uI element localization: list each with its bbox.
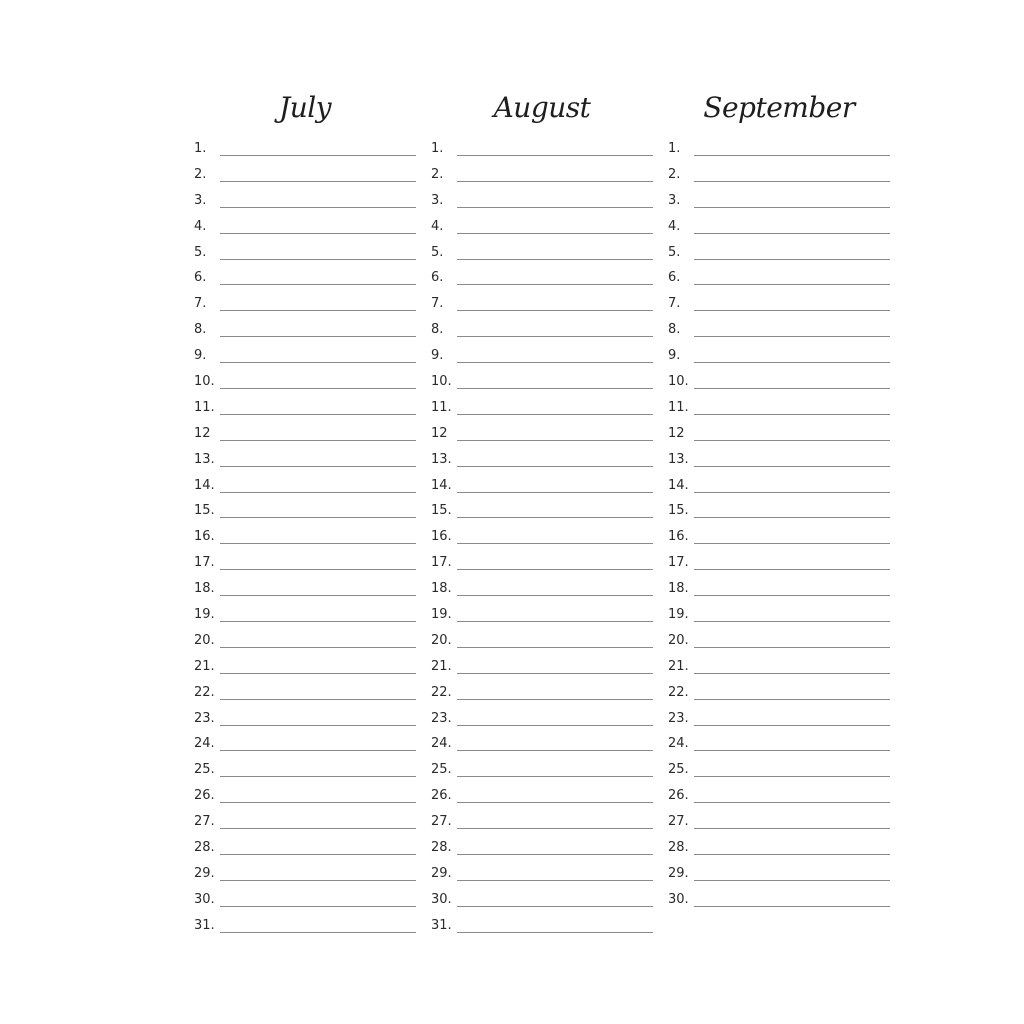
day-number: 17. xyxy=(194,555,215,571)
day-entry-line[interactable] xyxy=(457,699,653,700)
day-entry-line[interactable] xyxy=(457,569,653,570)
day-number: 27. xyxy=(668,814,689,830)
day-row xyxy=(431,708,653,734)
day-row xyxy=(431,578,653,604)
day-row xyxy=(431,811,653,837)
day-row xyxy=(194,811,416,837)
day-number: 8. xyxy=(431,322,444,338)
day-row xyxy=(668,526,890,552)
day-entry-line[interactable] xyxy=(694,310,890,311)
day-entry-line[interactable] xyxy=(220,647,416,648)
day-number: 31. xyxy=(194,917,215,933)
day-number: 2. xyxy=(668,166,681,182)
day-row xyxy=(194,397,416,423)
day-number: 15. xyxy=(431,503,452,519)
day-number: 1. xyxy=(668,141,681,156)
day-entry-line[interactable] xyxy=(694,517,890,518)
day-number: 12 xyxy=(431,425,448,441)
day-number: 13. xyxy=(668,451,689,467)
day-row xyxy=(194,785,416,811)
day-entry-line[interactable] xyxy=(694,750,890,751)
day-entry-line[interactable] xyxy=(457,155,653,156)
day-number: 5. xyxy=(194,244,207,260)
day-row xyxy=(668,811,890,837)
day-entry-line[interactable] xyxy=(457,336,653,337)
day-number: 20. xyxy=(194,632,215,648)
day-row xyxy=(431,552,653,578)
day-entry-line[interactable] xyxy=(694,543,890,544)
day-entry-line[interactable] xyxy=(457,673,653,674)
day-number: 30. xyxy=(668,891,689,907)
day-entry-line[interactable] xyxy=(220,517,416,518)
day-row xyxy=(431,475,653,501)
day-number: 25. xyxy=(668,762,689,778)
day-number: 25. xyxy=(194,762,215,778)
day-entry-line[interactable] xyxy=(220,569,416,570)
day-entry-line[interactable] xyxy=(220,492,416,493)
day-entry-line[interactable] xyxy=(220,725,416,726)
day-entry-line[interactable] xyxy=(220,932,416,933)
day-row xyxy=(668,863,890,889)
day-row xyxy=(194,138,416,164)
day-number: 1. xyxy=(194,141,207,156)
day-row xyxy=(668,837,890,863)
day-entry-line[interactable] xyxy=(457,207,653,208)
day-row xyxy=(431,682,653,708)
day-entry-line[interactable] xyxy=(457,828,653,829)
day-row xyxy=(194,449,416,475)
day-number: 4. xyxy=(668,218,681,234)
day-row xyxy=(431,837,653,863)
day-number: 14. xyxy=(668,477,689,493)
day-number: 25. xyxy=(431,762,452,778)
day-number: 6. xyxy=(668,270,681,286)
day-entry-line[interactable] xyxy=(457,388,653,389)
day-entry-line[interactable] xyxy=(694,362,890,363)
day-number: 9. xyxy=(194,348,207,364)
day-number: 4. xyxy=(431,218,444,234)
day-row xyxy=(194,423,416,449)
day-entry-line[interactable] xyxy=(220,828,416,829)
day-number: 11. xyxy=(194,399,215,415)
day-number: 21. xyxy=(431,658,452,674)
day-entry-line[interactable] xyxy=(457,492,653,493)
day-entry-line[interactable] xyxy=(694,906,890,907)
day-number: 28. xyxy=(668,840,689,856)
day-entry-line[interactable] xyxy=(220,362,416,363)
day-entry-line[interactable] xyxy=(694,440,890,441)
day-list xyxy=(668,138,890,915)
day-row xyxy=(431,500,653,526)
day-row xyxy=(668,138,890,164)
day-row xyxy=(194,708,416,734)
day-entry-line[interactable] xyxy=(694,336,890,337)
day-entry-line[interactable] xyxy=(457,543,653,544)
day-row xyxy=(431,449,653,475)
day-number: 30. xyxy=(194,891,215,907)
day-entry-line[interactable] xyxy=(694,569,890,570)
day-number: 5. xyxy=(668,244,681,260)
day-row xyxy=(194,526,416,552)
day-row xyxy=(194,164,416,190)
day-entry-line[interactable] xyxy=(457,906,653,907)
day-entry-line[interactable] xyxy=(220,284,416,285)
day-entry-line[interactable] xyxy=(694,595,890,596)
day-entry-line[interactable] xyxy=(694,854,890,855)
day-number: 16. xyxy=(668,529,689,545)
day-row xyxy=(668,552,890,578)
day-number: 14. xyxy=(194,477,215,493)
day-row xyxy=(431,630,653,656)
day-entry-line[interactable] xyxy=(220,906,416,907)
day-entry-line[interactable] xyxy=(694,207,890,208)
day-number: 30. xyxy=(431,891,452,907)
day-row xyxy=(668,449,890,475)
day-row xyxy=(194,319,416,345)
day-row xyxy=(668,216,890,242)
day-row xyxy=(431,164,653,190)
day-number: 4. xyxy=(194,218,207,234)
day-entry-line[interactable] xyxy=(694,466,890,467)
day-row xyxy=(194,733,416,759)
day-number: 22. xyxy=(194,684,215,700)
day-entry-line[interactable] xyxy=(220,388,416,389)
day-row xyxy=(668,604,890,630)
day-row xyxy=(431,759,653,785)
day-number: 26. xyxy=(194,788,215,804)
day-row xyxy=(194,371,416,397)
day-entry-line[interactable] xyxy=(457,284,653,285)
day-number: 9. xyxy=(668,348,681,364)
day-entry-line[interactable] xyxy=(457,181,653,182)
day-row xyxy=(668,164,890,190)
day-row xyxy=(194,578,416,604)
day-number: 10. xyxy=(668,374,689,390)
month-column-july xyxy=(194,88,416,941)
day-row xyxy=(194,759,416,785)
day-row xyxy=(668,578,890,604)
day-number: 10. xyxy=(431,374,452,390)
day-entry-line[interactable] xyxy=(220,621,416,622)
day-entry-line[interactable] xyxy=(694,647,890,648)
day-row xyxy=(194,345,416,371)
day-row xyxy=(668,759,890,785)
day-number: 28. xyxy=(431,840,452,856)
day-row xyxy=(668,475,890,501)
day-row xyxy=(431,293,653,319)
day-number: 27. xyxy=(194,814,215,830)
month-column-september xyxy=(668,88,890,915)
day-number: 26. xyxy=(431,788,452,804)
day-entry-line[interactable] xyxy=(694,388,890,389)
day-number: 19. xyxy=(668,607,689,623)
day-row xyxy=(668,630,890,656)
day-number: 13. xyxy=(431,451,452,467)
day-number: 6. xyxy=(194,270,207,286)
day-entry-line[interactable] xyxy=(457,517,653,518)
day-entry-line[interactable] xyxy=(694,725,890,726)
day-entry-line[interactable] xyxy=(694,880,890,881)
day-number: 16. xyxy=(431,529,452,545)
day-row xyxy=(194,915,416,941)
day-entry-line[interactable] xyxy=(694,802,890,803)
day-number: 10. xyxy=(194,374,215,390)
day-entry-line[interactable] xyxy=(457,647,653,648)
day-row xyxy=(431,656,653,682)
day-entry-line[interactable] xyxy=(694,233,890,234)
day-entry-line[interactable] xyxy=(220,543,416,544)
day-row xyxy=(431,604,653,630)
day-row xyxy=(431,267,653,293)
day-row xyxy=(431,785,653,811)
day-entry-line[interactable] xyxy=(457,595,653,596)
day-row xyxy=(668,371,890,397)
day-entry-line[interactable] xyxy=(457,880,653,881)
month-column-august xyxy=(431,88,653,941)
day-number: 11. xyxy=(431,399,452,415)
day-number: 3. xyxy=(194,192,207,208)
day-entry-line[interactable] xyxy=(220,155,416,156)
day-number: 8. xyxy=(668,322,681,338)
day-number: 2. xyxy=(194,166,207,182)
day-number: 18. xyxy=(668,581,689,597)
day-number: 19. xyxy=(431,607,452,623)
day-number: 24. xyxy=(668,736,689,752)
day-row xyxy=(431,397,653,423)
day-row xyxy=(668,267,890,293)
day-row xyxy=(668,319,890,345)
day-entry-line[interactable] xyxy=(220,414,416,415)
day-row xyxy=(431,915,653,941)
day-row xyxy=(194,552,416,578)
day-number: 31. xyxy=(431,917,452,933)
day-number: 3. xyxy=(668,192,681,208)
day-entry-line[interactable] xyxy=(220,880,416,881)
month-title: September xyxy=(703,91,855,124)
day-row xyxy=(668,708,890,734)
day-row xyxy=(194,190,416,216)
day-number: 17. xyxy=(431,555,452,571)
day-entry-line[interactable] xyxy=(457,932,653,933)
day-entry-line[interactable] xyxy=(220,854,416,855)
day-row xyxy=(668,293,890,319)
day-number: 14. xyxy=(431,477,452,493)
day-row xyxy=(668,733,890,759)
day-row xyxy=(431,371,653,397)
month-title: August xyxy=(493,91,591,124)
day-entry-line[interactable] xyxy=(457,802,653,803)
day-row xyxy=(194,293,416,319)
day-number: 20. xyxy=(668,632,689,648)
day-row xyxy=(668,397,890,423)
day-number: 1. xyxy=(431,141,444,156)
day-number: 29. xyxy=(431,865,452,881)
day-entry-line[interactable] xyxy=(694,155,890,156)
day-entry-line[interactable] xyxy=(694,492,890,493)
day-row xyxy=(431,242,653,268)
day-number: 21. xyxy=(668,658,689,674)
day-row xyxy=(194,889,416,915)
day-number: 11. xyxy=(668,399,689,415)
day-row xyxy=(194,475,416,501)
day-row xyxy=(668,500,890,526)
day-row xyxy=(668,656,890,682)
day-row xyxy=(431,889,653,915)
day-number: 13. xyxy=(194,451,215,467)
day-number: 17. xyxy=(668,555,689,571)
day-number: 7. xyxy=(668,296,681,312)
day-number: 27. xyxy=(431,814,452,830)
day-number: 23. xyxy=(194,710,215,726)
day-row xyxy=(431,138,653,164)
day-number: 23. xyxy=(668,710,689,726)
day-row xyxy=(194,682,416,708)
day-row xyxy=(668,682,890,708)
day-entry-line[interactable] xyxy=(457,310,653,311)
day-row xyxy=(668,785,890,811)
day-row xyxy=(431,863,653,889)
day-entry-line[interactable] xyxy=(694,414,890,415)
day-number: 6. xyxy=(431,270,444,286)
day-number: 29. xyxy=(194,865,215,881)
day-row xyxy=(194,630,416,656)
day-number: 15. xyxy=(668,503,689,519)
day-number: 18. xyxy=(431,581,452,597)
day-number: 18. xyxy=(194,581,215,597)
day-number: 7. xyxy=(194,296,207,312)
day-row xyxy=(194,267,416,293)
day-entry-line[interactable] xyxy=(457,259,653,260)
day-entry-line[interactable] xyxy=(220,466,416,467)
day-row xyxy=(668,242,890,268)
day-entry-line[interactable] xyxy=(457,440,653,441)
day-number: 12 xyxy=(668,425,685,441)
day-entry-line[interactable] xyxy=(694,673,890,674)
day-entry-line[interactable] xyxy=(457,776,653,777)
day-entry-line[interactable] xyxy=(694,259,890,260)
day-number: 23. xyxy=(431,710,452,726)
day-list xyxy=(194,138,416,941)
day-row xyxy=(431,190,653,216)
day-number: 2. xyxy=(431,166,444,182)
day-row xyxy=(194,863,416,889)
day-row xyxy=(194,500,416,526)
day-number: 20. xyxy=(431,632,452,648)
day-entry-line[interactable] xyxy=(457,854,653,855)
day-entry-line[interactable] xyxy=(220,440,416,441)
day-number: 8. xyxy=(194,322,207,338)
day-row xyxy=(194,242,416,268)
day-number: 26. xyxy=(668,788,689,804)
day-entry-line[interactable] xyxy=(457,621,653,622)
day-entry-line[interactable] xyxy=(694,621,890,622)
day-row xyxy=(194,656,416,682)
day-list xyxy=(431,138,653,941)
day-entry-line[interactable] xyxy=(220,776,416,777)
day-row xyxy=(431,319,653,345)
day-number: 3. xyxy=(431,192,444,208)
day-entry-line[interactable] xyxy=(220,595,416,596)
day-row xyxy=(194,216,416,242)
month-title: July xyxy=(278,91,332,124)
day-number: 5. xyxy=(431,244,444,260)
day-row xyxy=(194,604,416,630)
day-number: 22. xyxy=(431,684,452,700)
day-number: 28. xyxy=(194,840,215,856)
day-row xyxy=(668,889,890,915)
day-entry-line[interactable] xyxy=(457,414,653,415)
day-number: 29. xyxy=(668,865,689,881)
day-row xyxy=(668,190,890,216)
day-entry-line[interactable] xyxy=(220,310,416,311)
day-entry-line[interactable] xyxy=(457,466,653,467)
day-entry-line[interactable] xyxy=(220,699,416,700)
day-entry-line[interactable] xyxy=(457,362,653,363)
day-row xyxy=(431,526,653,552)
day-entry-line[interactable] xyxy=(694,284,890,285)
day-entry-line[interactable] xyxy=(694,181,890,182)
day-entry-line[interactable] xyxy=(220,259,416,260)
day-number: 9. xyxy=(431,348,444,364)
day-row xyxy=(431,216,653,242)
day-entry-line[interactable] xyxy=(457,233,653,234)
day-row xyxy=(668,345,890,371)
day-row xyxy=(431,423,653,449)
day-entry-line[interactable] xyxy=(457,725,653,726)
day-entry-line[interactable] xyxy=(457,750,653,751)
day-entry-line[interactable] xyxy=(220,802,416,803)
day-entry-line[interactable] xyxy=(220,233,416,234)
day-entry-line[interactable] xyxy=(694,828,890,829)
day-entry-line[interactable] xyxy=(220,750,416,751)
day-row xyxy=(194,837,416,863)
day-number: 24. xyxy=(194,736,215,752)
day-entry-line[interactable] xyxy=(220,207,416,208)
day-entry-line[interactable] xyxy=(220,336,416,337)
day-entry-line[interactable] xyxy=(220,181,416,182)
day-number: 7. xyxy=(431,296,444,312)
day-number: 19. xyxy=(194,607,215,623)
day-entry-line[interactable] xyxy=(220,673,416,674)
day-entry-line[interactable] xyxy=(694,776,890,777)
day-row xyxy=(431,345,653,371)
day-entry-line[interactable] xyxy=(694,699,890,700)
day-number: 16. xyxy=(194,529,215,545)
day-number: 21. xyxy=(194,658,215,674)
day-number: 12 xyxy=(194,425,211,441)
day-number: 15. xyxy=(194,503,215,519)
day-row xyxy=(668,423,890,449)
day-number: 24. xyxy=(431,736,452,752)
day-number: 22. xyxy=(668,684,689,700)
day-row xyxy=(431,733,653,759)
